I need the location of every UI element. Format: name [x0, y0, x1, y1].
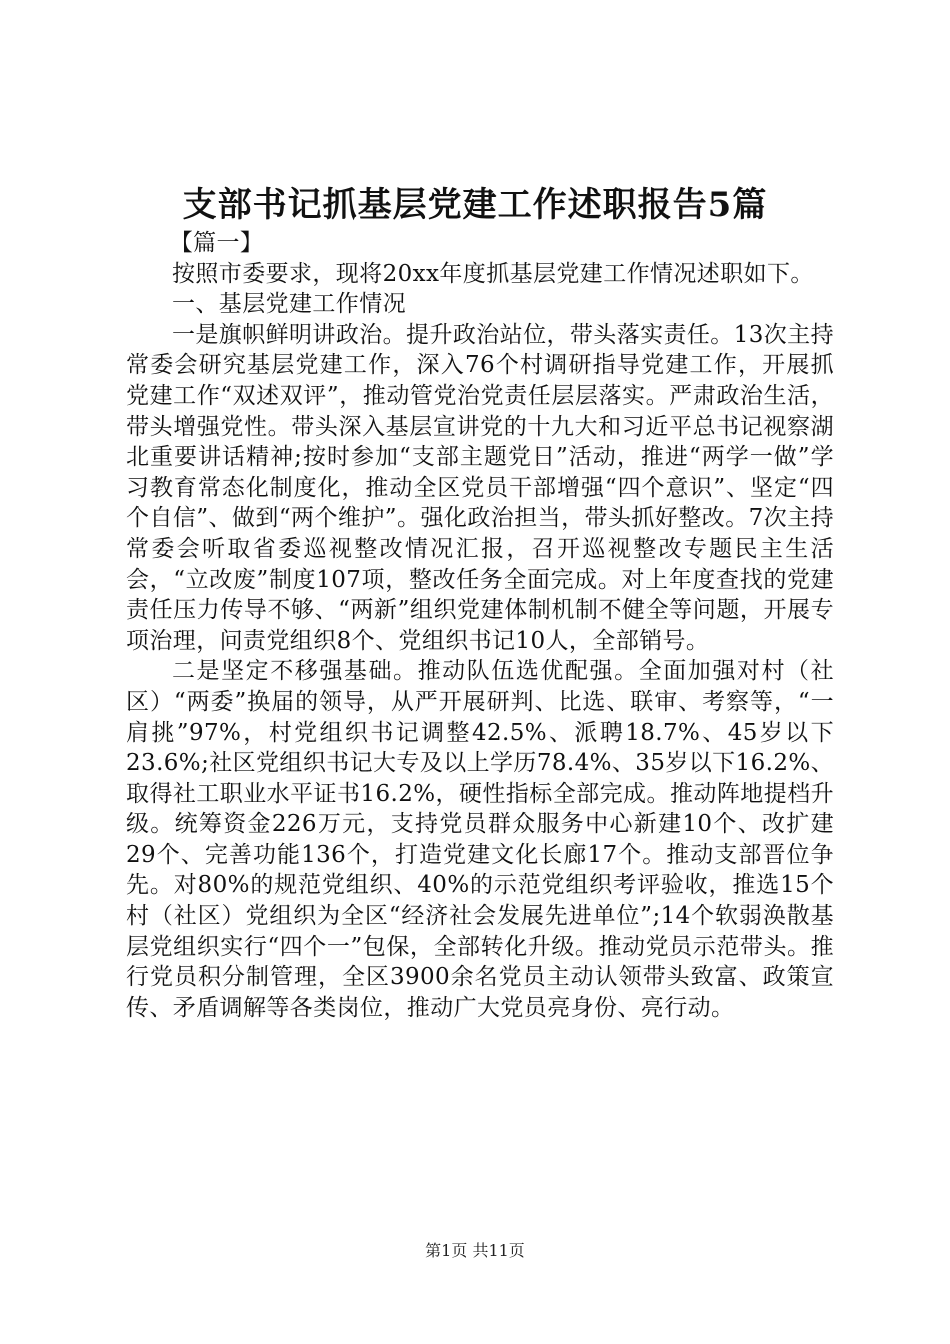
body-paragraph-foundation: 二是坚定不移强基础。推动队伍选优配强。全面加强对村（社区）“两委”换届的领导，从严开展研判、比选、联审、考察等，“一肩挑”97%，村党组织书记调整42.5%、派聘18.7%、45岁以下23.6%;社区党组织书记大专及以上学历78.4%、35岁以下16.2%、取得社工职业水平证书16.2%，硬性指标全部完成。推动阵地提档升级。统筹资金226万元，支持党员群众服务中心新建10个、改扩建29个、完善功能136个，打造党建文化长廊17个。推动支部晋位争先。对80%的规范党组织、40%的示范党组织考评验收，推选15个村（社区）党组织为全区“经济社会发展先进单位”;14个软弱涣散基层党组织实行“四个一”包保，全部转化升级。推动党员示范带头。推行党员积分制管理，全区3900余名党员主动认领带头致富、政策宣传、矛盾调解等各类岗位，推动广大党员亮身份、亮行动。: [126, 658, 835, 1021]
intro-paragraph: 按照市委要求，现将20xx年度抓基层党建工作情况述职如下。: [172, 260, 814, 287]
page-number-footer: 第1页 共11页: [425, 1241, 525, 1260]
body-paragraph-politics: 一是旗帜鲜明讲政治。提升政治站位，带头落实责任。13次主持常委会研究基层党建工作，深入76个村调研指导党建工作，开展抓党建工作“双述双评”，推动管党治党责任层层落实。严肃政治生活，带头增强党性。带头深入基层宣讲党的十九大和习近平总书记视察湖北重要讲话精神;按时参加“支部主题党日”活动，推进“两学一做”学习教育常态化制度化，推动全区党员干部增强“四个意识”、坚定“四个自信”、做到“两个维护”。强化政治担当，带头抓好整改。7次主持常委会听取省委巡视整改情况汇报，召开巡视整改专题民主生活会，“立改废”制度107项，整改任务全面完成。对上年度查找的党建责任压力传导不够、“两新”组织党建体制机制不健全等问题，开展专项治理，问责党组织8个、党组织书记10人，全部销号。: [126, 321, 834, 654]
section-label: 【篇一】: [169, 230, 264, 256]
section-heading: 一、基层党建工作情况: [172, 291, 406, 318]
document-body: [126, 228, 834, 1023]
document-title: 支部书记抓基层党建工作述职报告5篇: [182, 184, 768, 225]
